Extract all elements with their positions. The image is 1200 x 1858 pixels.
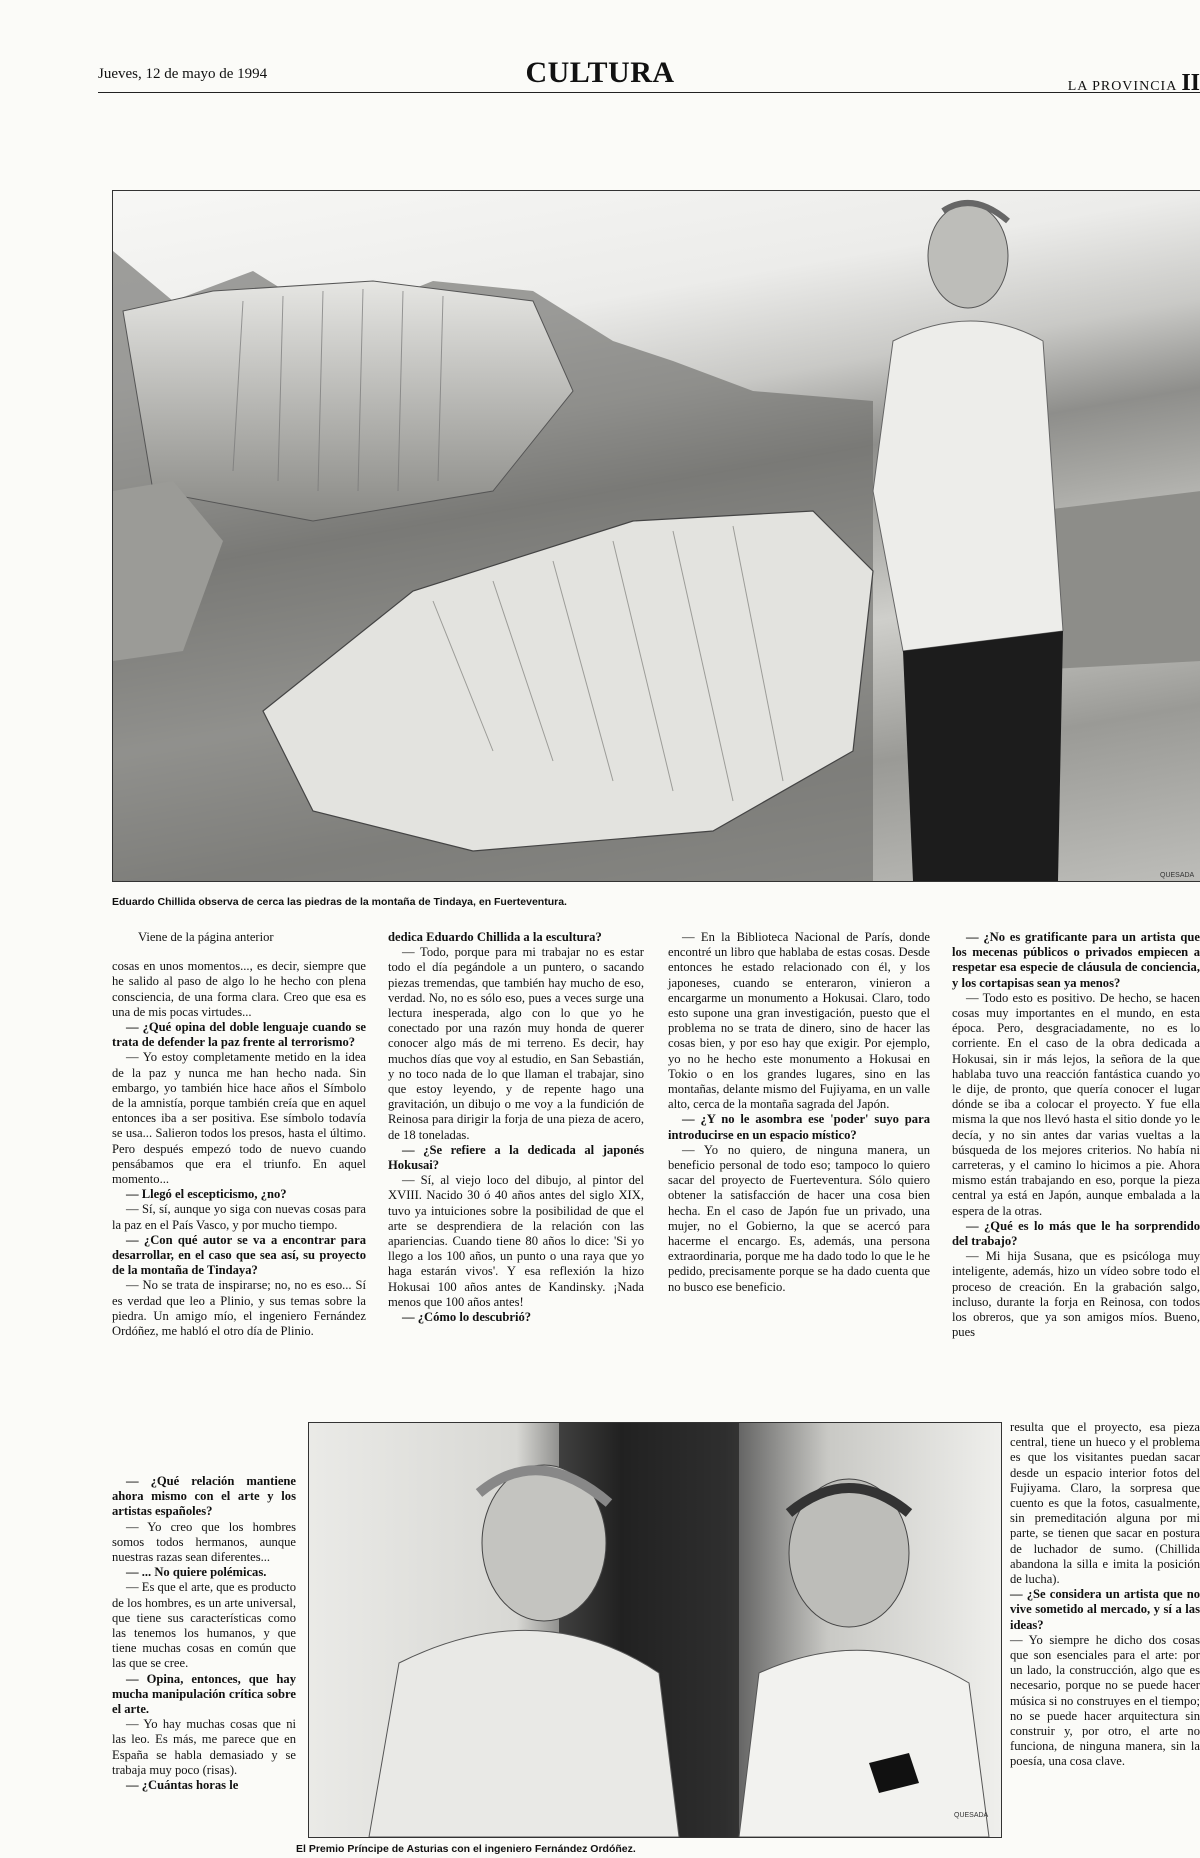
answer: — En la Biblioteca Nacional de París, donde encontré un libro que hablaba de estas cosas. Desde entonces he estado relacionado con él, y los japoneses, cuando se enteraron, vinieron a encargarme un monumento a Hokusai. Claro, todo esto supone una gran investigación, puesto que el problema no se trata de dinero, sino de hacer las cosas bien, y por eso hay que exigir. Por ejemplo, yo no he hecho este monumento a Hokusai en Tokio o en los grandes lugares, sino en las montañas, delante mismo del Fujiyama, en un valle alto, cerca de la montaña sagrada del Japón. bbox=[668, 930, 930, 1112]
question: — ¿Con qué autor se va a encontrar para desarrollar, en el caso que sea así, su proyecto de la montaña de Tindaya? bbox=[112, 1232, 366, 1278]
answer: — Yo estoy completamente metido en la idea de la paz y nunca me han hecho nada. Sin embargo, yo también hice hace años el Símbolo de la amnistía, porque también creía que en aquel entonces iba a ser positiva. Ese símbolo todavía se usa... Salieron todos los presos, hasta el último. Pero después empezó todo de nuevo cuando pensábamos que era el triunfo. En aquel momento... bbox=[112, 1050, 366, 1187]
question: — ¿Cuántas horas le bbox=[126, 1778, 239, 1793]
question: — ¿Se considera un artista que no vive sometido al mercado, y sí a las ideas? bbox=[1010, 1587, 1200, 1632]
second-photo-caption: El Premio Príncipe de Asturias con el ingeniero Fernández Ordóñez. bbox=[296, 1843, 636, 1855]
answer: — Yo no quiero, de ninguna manera, un beneficio personal de todo eso; tampoco lo quiero sacar del proyecto de Fuerteventura. Sólo quiero obtener la satisfacción de hacer una cosa bien hecha. En el caso de Japón fue un privado, una mujer, no el Gobierno, la que se acercó para hacerme el encargo. Es, además, una persona extraordinaria, porque me ha dado todo lo que le he pedido, precisamente porque se ha dado cuenta que no busco ese beneficio. bbox=[668, 1142, 930, 1294]
article-column-2 bbox=[388, 930, 644, 1325]
answer: — Yo siempre he dicho dos cosas que son esenciales para el arte: por un lado, la construcción, algo que es necesario, porque no se puede hacer música si no construyes en el tiempo; no se puede hacer arquitectura sin construir y, por otro, el arte no funciona, de ninguna manera, sin la poesía, una cosa clave. bbox=[1010, 1632, 1200, 1769]
answer: — Todo, porque para mi trabajar no es estar todo el día pegándole a un puntero, o sacando piezas tremendas, que también hay mucho de eso, verdad. No, no es sólo eso, pues a veces surge una lectura inesperada, algo con lo que yo he conectado por una razón muy honda de querer conocer algo más de mi terreno. Es decir, hay muchos días que voy al estudio, en San Sebastián, y no toco nada de lo que llaman el trabajar, sino que estoy leyendo, y de repente hago una gravitación, un dibujo o me voy a la fundición de Reinosa para dirigir la forja de una pieza de acero, de 18 toneladas. bbox=[388, 945, 644, 1142]
question: — ¿Se refiere a la dedicada al japonés Hokusai? bbox=[388, 1142, 644, 1173]
continuation-note: Viene de la página anterior bbox=[138, 930, 274, 944]
answer: — Mi hija Susana, que es psicóloga muy inteligente, además, hizo un vídeo sobre todo el proceso de creación. En la grabación salgo, incluso, durante la forja en Reinosa, con todos los obreros, que ya son amigos míos. Bueno, pues bbox=[952, 1249, 1200, 1340]
newspaper-name: LA PROVINCIA bbox=[1067, 79, 1178, 94]
article-column-1-continued bbox=[112, 1474, 296, 1793]
paragraph: cosas en unos momentos..., es decir, siempre que he salido al paso de algo lo he hecho con plena consciencia, de una forma clara. Creo que esa es una de mis pocas virtudes... bbox=[112, 959, 366, 1019]
article-column-3 bbox=[668, 930, 930, 1295]
answer: — Yo hay muchas cosas que ni las leo. Es más, me parece que en España se habla demasiado y se trabaja muy poco (risas). bbox=[112, 1717, 296, 1777]
question: — ¿Qué es lo más que le ha sorprendido del trabajo? bbox=[952, 1218, 1200, 1249]
answer: — Sí, sí, aunque yo siga con nuevas cosas para la paz en el País Vasco, y por mucho tiempo. bbox=[112, 1202, 366, 1232]
question: — Llegó el escepticismo, ¿no? bbox=[126, 1187, 287, 1202]
main-photo-caption: Eduardo Chillida observa de cerca las piedras de la montaña de Tindaya, en Fuerteventura. bbox=[112, 896, 567, 908]
answer: — Todo esto es positivo. De hecho, se hacen cosas muy importantes en el mundo, en esta época. Pero, desgraciadamente, no es lo corriente. En el caso de la obra dedicada a Hokusai, sin ir más lejos, la señora de la que hablaba tuvo una reacción fantástica cuando yo le dije, de pronto, que quería conocer el lugar dónde se iba a colocar el proyecto. Y fue ella misma la que nos llevó hasta el sitio donde yo le decía, y no sin antes dar varias vueltas a la búsqueda de los mejores criterios. No había ni carreteras, y el camino lo hicimos a pie. Ahora mismo están trabajando en eso, porque la pieza central ya está en Japón, aunque embalada a la espera de la otras. bbox=[952, 990, 1200, 1218]
main-photo-credit: QUESADA bbox=[1160, 872, 1195, 879]
question: — ¿Cómo lo descubrió? bbox=[402, 1310, 532, 1325]
main-photo-illustration bbox=[113, 191, 1200, 881]
page-number: II bbox=[1181, 70, 1200, 96]
article-column-1 bbox=[112, 930, 366, 1339]
answer: resulta que el proyecto, esa pieza central, tiene un hueco y el problema es que los visitantes puedan sacar desde un espacio interior fotos del Fujiyama. Claro, la sorpresa que cuento es que la fotos, casualmente, sin premeditación alguna por mi parte, se tienen que sacar en postura de luchador de sumo. (Chillida abandona la silla e imita la posición de lucha). bbox=[1010, 1420, 1200, 1587]
answer: — Sí, al viejo loco del dibujo, al pintor del XVIII. Nacido 30 ó 40 años antes del siglo XIX, tuvo ya intuiciones sobre la posibilidad de que el arte se desprendiera de la relación con las apariencias. Cuando tiene 80 años lo dice: 'Si yo llego a los 100 años, un punto o una raya que yo haga estarán vivos'. Y esa reflexión la hizo Hokusai 100 años antes de Kandinsky. ¡Nada menos que 100 años antes! bbox=[388, 1173, 644, 1309]
second-photo-illustration bbox=[309, 1423, 1001, 1837]
question: dedica Eduardo Chillida a la escultura? bbox=[388, 930, 602, 944]
second-photo-credit: QUESADA bbox=[954, 1812, 989, 1819]
question: — ¿Y no le asombra ese 'poder' suyo para introducirse en un espacio místico? bbox=[668, 1112, 930, 1142]
question: — Opina, entonces, que hay mucha manipulación crítica sobre el arte. bbox=[112, 1671, 296, 1717]
issue-date: Jueves, 12 de mayo de 1994 bbox=[98, 66, 268, 82]
main-photo bbox=[112, 190, 1200, 882]
article-column-4 bbox=[952, 930, 1200, 1340]
second-photo bbox=[308, 1422, 1002, 1838]
section-title: CULTURA bbox=[525, 56, 675, 89]
answer: — No se trata de inspirarse; no, no es eso... Sí es verdad que leo a Plinio, y sus temas sobre la piedra. Un amigo mío, el ingeniero Fernández Ordóñez, me habló el otro día de Plinio. bbox=[112, 1278, 366, 1339]
question: — ¿No es gratificante para un artista que los mecenas públicos o privados empiecen a respetar esa especie de cláusula de conciencia, y los cortapisas sean ya menos? bbox=[952, 930, 1200, 990]
header-rule bbox=[98, 92, 1200, 93]
answer: — Yo creo que los hombres somos todos hermanos, aunque nuestras razas sean diferentes... bbox=[112, 1519, 296, 1565]
question: — ¿Qué opina del doble lenguaje cuando se trata de defender la paz frente al terrorismo? bbox=[112, 1020, 366, 1050]
question: — ... No quiere polémicas. bbox=[126, 1565, 267, 1580]
question: — ¿Qué relación mantiene ahora mismo con el arte y los artistas españoles? bbox=[112, 1474, 296, 1519]
article-column-4-continued bbox=[1010, 1420, 1200, 1770]
answer: — Es que el arte, que es producto de los hombres, es un arte universal, que tiene sus características como las tenemos los humanos, y que tiene muchas cosas en común que las que se cree. bbox=[112, 1580, 296, 1671]
